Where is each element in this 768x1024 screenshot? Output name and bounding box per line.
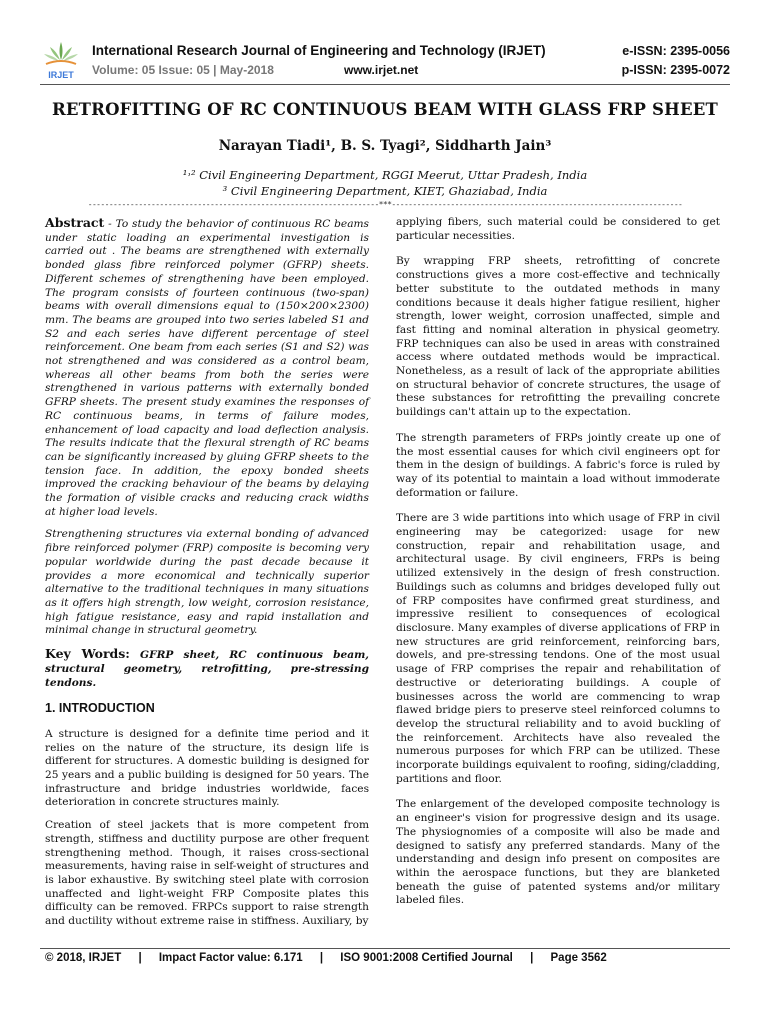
section-separator: ---------------------------------------------------------------------***--------------------------------------------------------------------- — [87, 200, 683, 209]
right-column — [396, 216, 720, 917]
keywords-text: GFRP sheet, RC continuous beam, structural geometry, retrofitting, pre-stressing tendons. — [45, 649, 369, 689]
abstract-label: Abstract — [45, 215, 105, 230]
keywords — [45, 647, 369, 690]
footer-page-number: Page 3562 — [550, 952, 607, 964]
footer-divider — [40, 948, 730, 949]
abstract-paragraph-2: Strengthening structures via external bonding of advanced fibre reinforced polymer (FRP) composite is becoming very popular worldwide during the past decade because it provides a more economical and technically superior alternative to the traditional techniques in many situations as it offers high strength, low weight, corrosion resistance, high fatigue resistance, easy and rapid installation and minimal change in structural geometry. — [45, 528, 369, 637]
header-divider — [40, 84, 730, 85]
irjet-logo-icon — [40, 38, 82, 82]
section-heading-introduction: 1. INTRODUCTION — [45, 701, 155, 716]
volume-issue: Volume: 05 Issue: 05 | May-2018 — [92, 63, 274, 77]
footer-divider-3: | — [530, 952, 534, 964]
right-paragraph-4: There are 3 wide partitions into which usage of FRP in civil engineering may be categorized: usage for new construction, repair and rehabilitation usage, and architectural usage. By civil engineers, FRPs is being utilized extensively in the design of fresh construction. Buildings such as columns and bridges developed fully out of FRP composites have confirmed great sturdiness, and impressive resilient to consequences of ecological disclosure. Many examples of diverse applications of FRP in new structures are grid reinforcement, reinforcing bars, dowels, and pre-stressing tendons. One of the most usual usage of FRP comprises the repair and rehabilitation of destructive or deteriorating buildings. A couple of businesses across the world are commencing to wrap flawed bridge piers to preserve steel reinforced columns to develop the structural reliability and to avoid buckling of the reinforcement. Architects have also revealed the numerous purposes for which FRP can be utilized. These incorporate buildings equivalent to roofing, siding/cladding, partitions and floor. — [396, 512, 720, 785]
footer-impact-factor: Impact Factor value: 6.171 — [158, 952, 303, 964]
footer-copyright: © 2018, IRJET — [45, 952, 122, 964]
footer-divider-1: | — [138, 952, 142, 964]
left-column — [45, 216, 369, 938]
intro-paragraph-2: Creation of steel jackets that is more competent from strength, stiffness and ductility purpose are other frequent strengthening method. Though, it raises cross-sectional measurements, having raise in self-weight of structures and is labor exhaustive. By switching steel plate with corrosion unaffected and light-weight FRP Composite plates this difficulty can be removed. FRPCs support to raise strength and ductility without extreme raise in stiffness. Auxiliary, by — [45, 819, 369, 928]
paper-title: RETROFITTING OF RC CONTINUOUS BEAM WITH GLASS FRP SHEET — [51, 100, 718, 119]
affiliation-1: ¹˒² Civil Engineering Department, RGGI Meerut, Uttar Pradesh, India — [182, 168, 588, 182]
intro-paragraph-1: A structure is designed for a definite time period and it relies on the nature of the structure, its design life is different for structures. A domestic building is designed for 25 years and a public building is designed for 50 years. The infrastructure and bridge industries worldwide, faces deterioration in concrete structures mainly. — [45, 727, 369, 809]
abstract — [45, 216, 369, 519]
journal-name: International Research Journal of Engineering and Technology (IRJET) — [92, 43, 546, 58]
right-paragraph-1: applying fibers, such material could be considered to get particular necessities. — [396, 216, 720, 242]
page-footer — [45, 952, 725, 964]
p-issn: p-ISSN: 2395-0072 — [621, 63, 730, 77]
paper-authors: Narayan Tiadi¹, B. S. Tyagi², Siddharth Jain³ — [218, 138, 552, 154]
footer-divider-2: | — [319, 952, 324, 964]
svg-text:IRJET: IRJET — [48, 70, 74, 80]
right-paragraph-5: The enlargement of the developed composite technology is an engineer's vision for progressive design and its usage. The physiognomies of a composite will also be made and designed to satisfy any preferred standards. Many of the understanding and design info present on composites are within the aerospace functions, but they are blanketed beneath the guise of patented systems and/or military labeled files. — [396, 798, 720, 907]
right-paragraph-3: The strength parameters of FRPs jointly create up one of the most essential causes for which civil engineers opt for them in the design of buildings. A fabric's force is ruled by way of its potential to maintain a load without immoderate deformation or failure. — [396, 431, 720, 499]
page-header — [40, 38, 730, 82]
affiliation-2: ³ Civil Engineering Department, KIET, Ghaziabad, India — [222, 184, 548, 198]
e-issn: e-ISSN: 2395-0056 — [622, 44, 730, 58]
journal-website[interactable]: www.irjet.net — [344, 63, 419, 77]
abstract-text: - To study the behavior of continuous RC beams under static loading an experimental investigation is carried out . The beams are strengthened with externally bonded glass fibre reinforced polymer (GFRP) sheets. Different schemes of strengthening have been employed. The program consists of fourteen continuous (two-span) beams with overall dimensions equal to (150×200×2300) mm. The beams are grouped into two series labeled S1 and S2 and each series have different percentage of steel reinforcement. One beam from each series (S1 and S2) was not strengthened and was considered as a control beam, whereas all other beams from both the series were strengthened in various patterns with externally bonded GFRP sheets. The present study examines the responses of RC continuous beams, in terms of failure modes, enhancement of load capacity and load deflection analysis. The results indicate that the flexural strength of RC beams can be significantly increased by gluing GFRP sheets to the tension face. In addition, the epoxy bonded sheets improved the cracking behaviour of the beams by delaying the formation of visible cracks and reducing crack widths at higher load levels. — [45, 218, 369, 518]
right-paragraph-2: By wrapping FRP sheets, retrofitting of concrete constructions gives a more cost-effective and technically better substitute to the outdated methods in many conditions because it deals higher fatigue resilient, higher strength, lower weight, corrosion unaffected, simple and fast fitting and nominal alteration in physical geometry. FRP techniques can also be used in areas with constrained access where outdated methods would be impractical. Nonetheless, as a result of lack of the appropriate abilities on structural behavior of concrete structures, the usage of these substances for retrofitting the prevailing concrete buildings can't attain up to the expectation. — [396, 255, 720, 419]
keywords-label: Key Words: — [45, 646, 130, 662]
footer-iso: ISO 9001:2008 Certified Journal — [340, 952, 513, 964]
